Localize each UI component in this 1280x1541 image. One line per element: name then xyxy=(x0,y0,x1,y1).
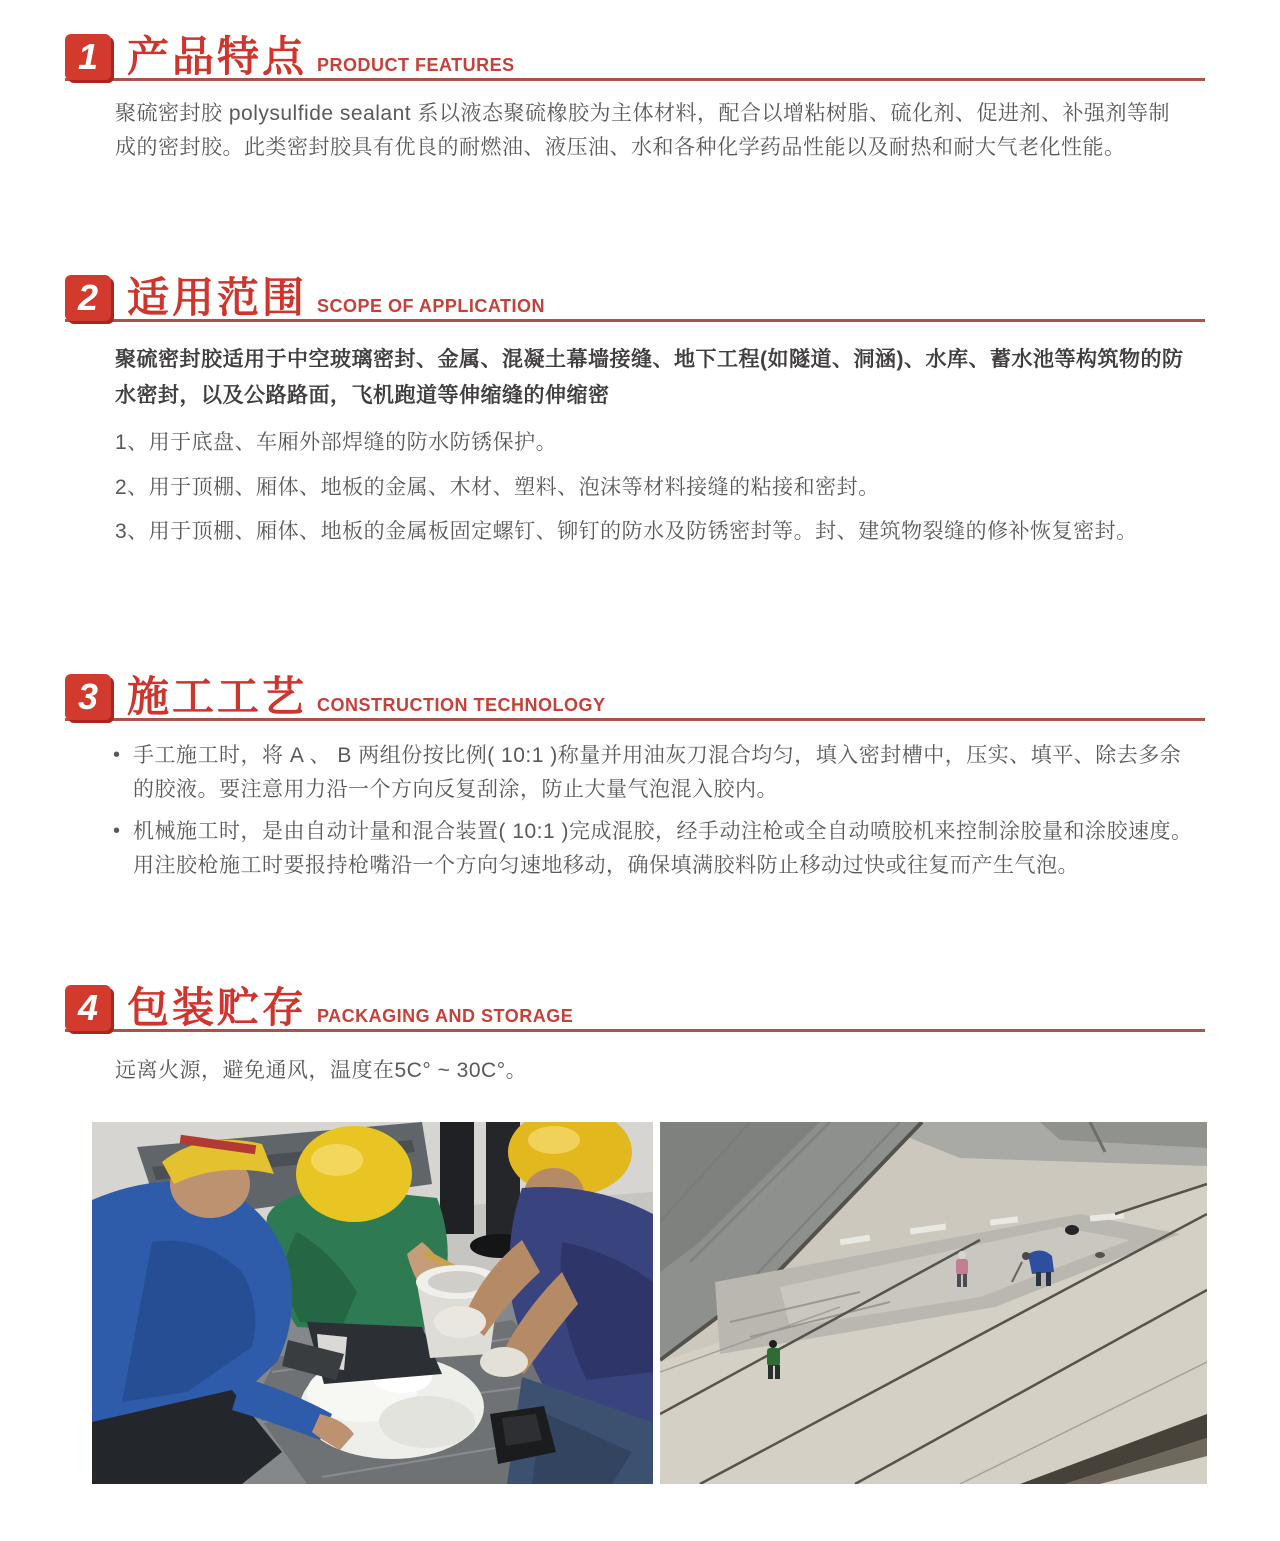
bullet-item: • 机械施工时，是由自动计量和混合装置( 10:1 )完成混胶，经手动注枪或全自动喷胶机来控制涂胶量和涂胶速度。用注胶枪施工时要报持枪嘴沿一个方向匀速地移动，确保填满胶料防止移动过快或往复而产生气泡。 xyxy=(133,815,1193,883)
section-2-lead-paragraph: 聚硫密封胶适用于中空玻璃密封、金属、混凝土幕墙接缝、地下工程(如隧道、洞涵)、水库、蓄水池等构筑物的防水密封，以及公路路面，飞机跑道等伸缩缝的伸缩密 xyxy=(115,348,1184,408)
section-4-title-cn: 包装贮存 xyxy=(127,983,308,1031)
section-3-number-badge: 3 xyxy=(65,674,111,720)
photo-row xyxy=(92,1122,1207,1484)
section-2-title-en: SCOPE OF APPLICATION xyxy=(317,296,546,317)
section-4-header xyxy=(65,985,1205,1032)
list-item: 2、用于顶棚、厢体、地板的金属、木材、塑料、泡沫等材料接缝的粘接和密封。 xyxy=(115,475,880,499)
section-1-title-cn: 产品特点 xyxy=(127,33,308,80)
section-2-number-badge: 2 xyxy=(65,275,111,321)
bullet-item: • 手工施工时，将 A 、 B 两组份按比例( 10:1 )称量并用油灰刀混合均匀，填入密封槽中，压实、填平、除去多余的胶液。要注意用力沿一个方向反复刮涂，防止大量气泡混入胶内。 xyxy=(133,739,1193,807)
section-1-title-en: PRODUCT FEATURES xyxy=(317,55,515,75)
section-product-features xyxy=(0,34,1280,165)
concrete-slope-joint-sealing-photo xyxy=(660,1122,1207,1484)
section-packaging-and-storage xyxy=(0,985,1280,1088)
section-2-header xyxy=(65,275,1205,322)
workers-mixing-sealant-illustration xyxy=(92,1122,653,1484)
list-item: 1、用于底盘、车厢外部焊缝的防水防锈保护。 xyxy=(115,431,558,455)
section-2-numbered-list xyxy=(65,427,1205,548)
section-construction-technology xyxy=(0,674,1280,883)
section-3-bullet-list xyxy=(65,739,1205,883)
section-1-paragraph: 聚硫密封胶 polysulfide sealant 系以液态聚硫橡胶为主体材料，配合以增粘树脂、硫化剂、促进剂、补强剂等制成的密封胶。此类密封胶具有优良的耐燃油、液压油、水和各种化学药品性能以及耐热和耐大气老化性能。 xyxy=(115,102,1170,160)
section-2-title-cn: 适用范围 xyxy=(127,274,308,322)
section-scope-of-application xyxy=(0,275,1280,548)
section-4-number-badge: 4 xyxy=(65,985,111,1031)
product-datasheet-page xyxy=(0,34,1280,1541)
section-3-header xyxy=(65,674,1205,721)
list-item: 3、用于顶棚、厢体、地板的金属板固定螺钉、铆钉的防水及防锈密封等。封、建筑物裂缝的修补恢复密封。 xyxy=(115,520,1138,544)
section-3-title-cn: 施工工艺 xyxy=(127,672,308,720)
workers-mixing-sealant-photo xyxy=(92,1122,653,1484)
section-3-title-en: CONSTRUCTION TECHNOLOGY xyxy=(317,694,606,715)
section-4-paragraph: 远离火源，避免通风，温度在5C° ~ 30C°。 xyxy=(115,1058,528,1082)
section-1-header xyxy=(65,34,1205,81)
section-1-number-badge: 1 xyxy=(65,34,111,80)
concrete-slope-illustration xyxy=(660,1122,1207,1484)
section-4-title-en: PACKAGING AND STORAGE xyxy=(317,1005,574,1026)
